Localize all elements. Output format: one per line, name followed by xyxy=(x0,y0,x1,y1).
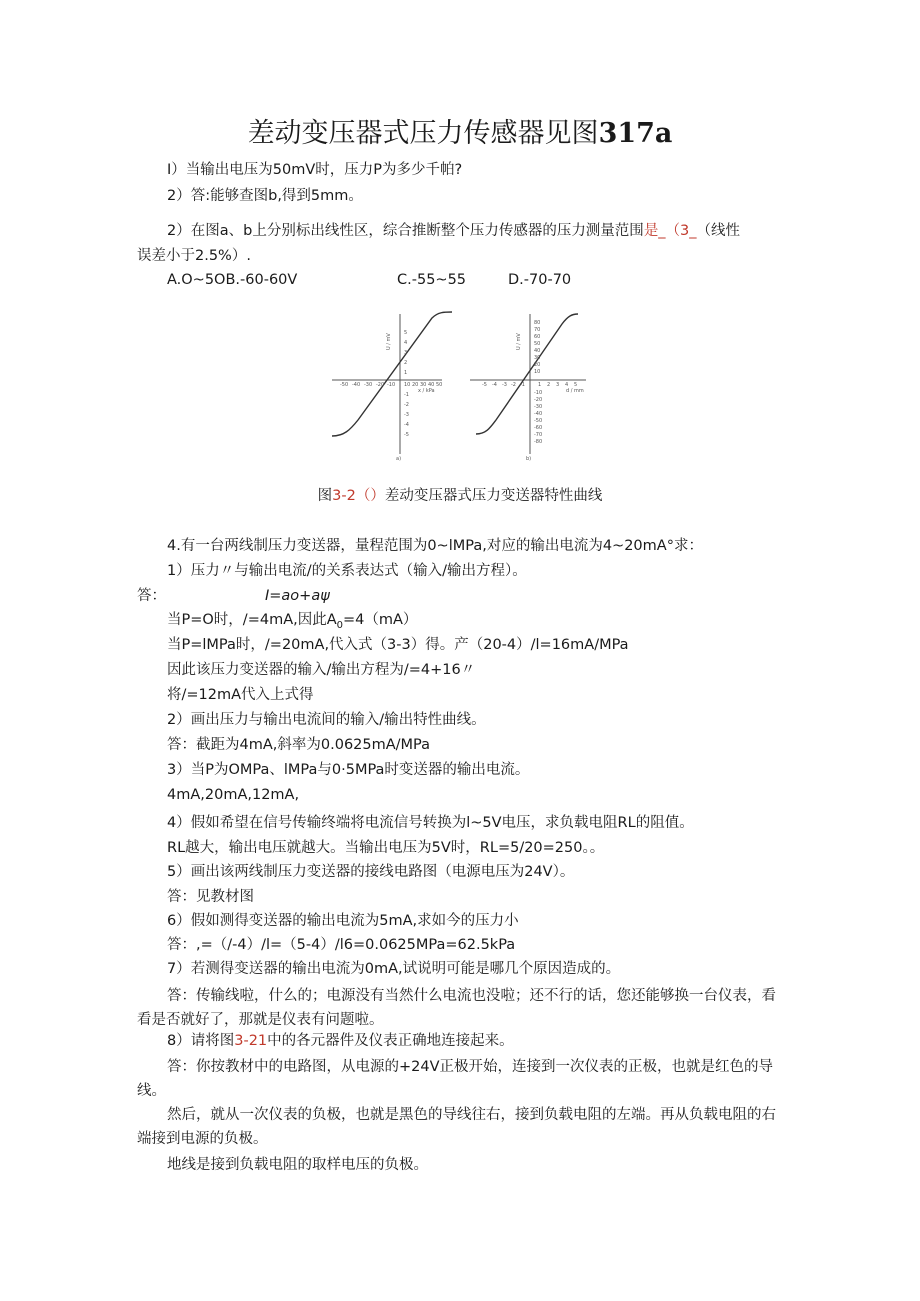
question-1: I）当输出电压为50mV时，压力P为多少千帕? xyxy=(167,162,463,178)
graph-b-y-tick: 30 xyxy=(534,355,541,361)
question-4-part-4: 4）假如希望在信号传输终端将电流信号转换为l~5V电压，求负载电阻RL的阻值。 xyxy=(167,815,694,831)
graph-a-x-tick: 40 xyxy=(428,382,435,388)
graph-a-y-label: U / mV xyxy=(386,333,392,350)
graph-a-x-tick: 10 xyxy=(404,382,411,388)
graph-b-y-tick: 50 xyxy=(534,341,541,347)
graph-a-x-label: x / kPa xyxy=(418,388,435,394)
figure-caption: 图3-2（）差动变压器式压力变送器特性曲线 xyxy=(317,488,603,504)
question-4-part-5: 5）画出该两线制压力变送器的接线电路图（电源电压为24V）。 xyxy=(167,864,575,880)
answer-part-6: 答：,=（/-4）/l=（5-4）/l6=0.0625MPa=62.5kPa xyxy=(167,937,516,953)
question-4-intro: 4.有一台两线制压力变送器，量程范围为0~lMPa,对应的输出电流为4~20mA°求： xyxy=(167,538,703,554)
graph-a-y-tick: -5 xyxy=(404,432,409,438)
graph-b-y-tick: 80 xyxy=(534,320,541,326)
answer-line-4: 将/=12mA代入上式得 xyxy=(167,687,314,703)
graph-a-y-tick: -2 xyxy=(404,402,409,408)
graph-b-x-tick: 1 xyxy=(538,382,542,388)
graph-a-y-tick: 4 xyxy=(404,340,408,346)
graph-b-y-tick: -30 xyxy=(534,404,543,410)
graph-b-y-tick: -80 xyxy=(534,439,543,445)
question-4-part-7: 7）若测得变送器的输出电流为0mA,试说明可能是哪几个原因造成的。 xyxy=(167,961,621,977)
answer-part-5: 答：见教材图 xyxy=(167,889,254,905)
graph-a-y-tick: -3 xyxy=(404,412,409,418)
graph-b-x-tick: 5 xyxy=(574,382,578,388)
graph-a xyxy=(332,312,452,462)
graph-b-y-tick: -70 xyxy=(534,432,543,438)
graph-b-x-tick: 4 xyxy=(565,382,569,388)
graph-a-x-tick: -20 xyxy=(376,382,385,388)
answer-label: 答： xyxy=(137,588,166,604)
graph-a-x-tick: -30 xyxy=(364,382,373,388)
graph-a-x-tick: -10 xyxy=(387,382,396,388)
graph-b-x-tick: -4 xyxy=(492,382,497,388)
graph-b-x-tick: -1 xyxy=(520,382,525,388)
document-title: 差动变压器式压力传感器见图317a xyxy=(247,118,673,149)
graph-b-x-tick: 3 xyxy=(556,382,560,388)
graph-b-y-tick: 70 xyxy=(534,327,541,333)
answer-line-2: 当P=lMPa时，/=20mA,代入式（3-3）得。产（20-4）/l=16mA/MPa xyxy=(167,637,629,653)
graph-b-x-tick: -2 xyxy=(511,382,516,388)
graph-a-x-tick: 30 xyxy=(420,382,427,388)
graph-a-y-tick: -1 xyxy=(404,392,409,398)
graph-b-x-label: d / mm xyxy=(566,388,584,394)
graph-b-curve xyxy=(476,314,578,434)
graph-b-y-tick: 40 xyxy=(534,348,541,354)
graph-b-sub-label: b) xyxy=(526,456,532,462)
graph-a-x-tick: -50 xyxy=(340,382,349,388)
options-row xyxy=(167,270,587,290)
graph-a-x-tick: 20 xyxy=(412,382,419,388)
answer-part-7: 答：传输线啦，什么的；电源没有当然什么电流也没啦；还不行的话，您还能够换一台仪表，看看是否就好了，那就是仪表有问题啦。 xyxy=(137,988,776,1028)
graph-b-y-tick: 10 xyxy=(534,369,541,375)
graph-a-y-tick: 2 xyxy=(404,360,408,366)
graph-a-sub-label: a) xyxy=(396,456,402,462)
graph-a-x-tick: -40 xyxy=(352,382,361,388)
question-2-line2: 误差小于2.5%）. xyxy=(137,248,251,264)
question-2: 2）在图a、b上分别标出线性区，综合推断整个压力传感器的压力测量范围是_（3_（线性 xyxy=(167,223,741,239)
graph-b-y-label: U / mV xyxy=(516,333,522,350)
graph-a-y-tick: 5 xyxy=(404,330,408,336)
answer-part-4: RL越大，输出电压就越大。当输出电压为5V时，RL=5/20=250。。 xyxy=(167,840,605,856)
question-4-part-6: 6）假如测得变送器的输出电流为5mA,求如今的压力小 xyxy=(167,913,519,929)
graph-b-x-tick: -3 xyxy=(502,382,507,388)
graph-b-y-tick: -10 xyxy=(534,390,543,396)
answer-line-3: 因此该压力变送器的输入/输出方程为/=4+16〃 xyxy=(167,662,476,678)
graph-a-y-tick: 1 xyxy=(404,370,408,376)
graph-b-y-tick: -60 xyxy=(534,425,543,431)
graph-b-y-tick: -20 xyxy=(534,397,543,403)
characteristic-figure xyxy=(330,310,592,464)
answer-part-8: 答：你按教材中的电路图，从电源的+24V正极开始，连接到一次仪表的正极，也就是红色的导线。 xyxy=(137,1059,774,1099)
graph-b xyxy=(470,314,586,462)
answer-part-3: 4mA,20mA,12mA, xyxy=(167,787,300,803)
question-4-part-8: 8）请将图3-21中的各元器件及仪表正确地连接起来。 xyxy=(167,1033,514,1049)
answer-part-2: 答：截距为4mA,斜率为0.0625mA/MPa xyxy=(167,737,431,753)
option-ab: A.O~5OB.-60-60V xyxy=(167,272,298,288)
graph-b-y-tick: 60 xyxy=(534,334,541,340)
answer-line-1: 当P=O时，/=4mA,因此$A_0=4(mA)$ xyxy=(167,612,418,631)
graph-b-x-tick: 2 xyxy=(547,382,551,388)
paragraph-2: 地线是接到负载电阻的取样电压的负极。 xyxy=(167,1157,428,1173)
graph-b-y-tick: -40 xyxy=(534,411,543,417)
option-d: D.-70-70 xyxy=(508,272,572,288)
question-4-part-1: 1）压力〃与输出电流/的关系表达式（输入/输出方程）。 xyxy=(167,563,527,579)
graph-b-x-tick: -5 xyxy=(482,382,487,388)
question-4-part-2: 2）画出压力与输出电流间的输入/输出特性曲线。 xyxy=(167,712,486,728)
question-4-part-3: 3）当P为OMPa、lMPa与0·5MPa时变送器的输出电流。 xyxy=(167,762,530,778)
formula: I=ao+aψ xyxy=(265,588,330,604)
option-c: C.-55~55 xyxy=(397,272,467,288)
graph-a-x-tick: 50 xyxy=(436,382,443,388)
graph-a-y-tick: 3 xyxy=(404,350,408,356)
answer-1: 2）答:能够查图b,得到5mm。 xyxy=(167,188,363,204)
graph-b-y-tick: -50 xyxy=(534,418,543,424)
paragraph-1: 然后，就从一次仪表的负极，也就是黑色的导线往右，接到负载电阻的左端。再从负载电阻的右端接到电源的负极。 xyxy=(137,1107,776,1147)
graph-a-y-tick: -4 xyxy=(404,422,409,428)
graph-b-y-tick: 20 xyxy=(534,362,541,368)
graph-a-curve xyxy=(332,312,452,436)
